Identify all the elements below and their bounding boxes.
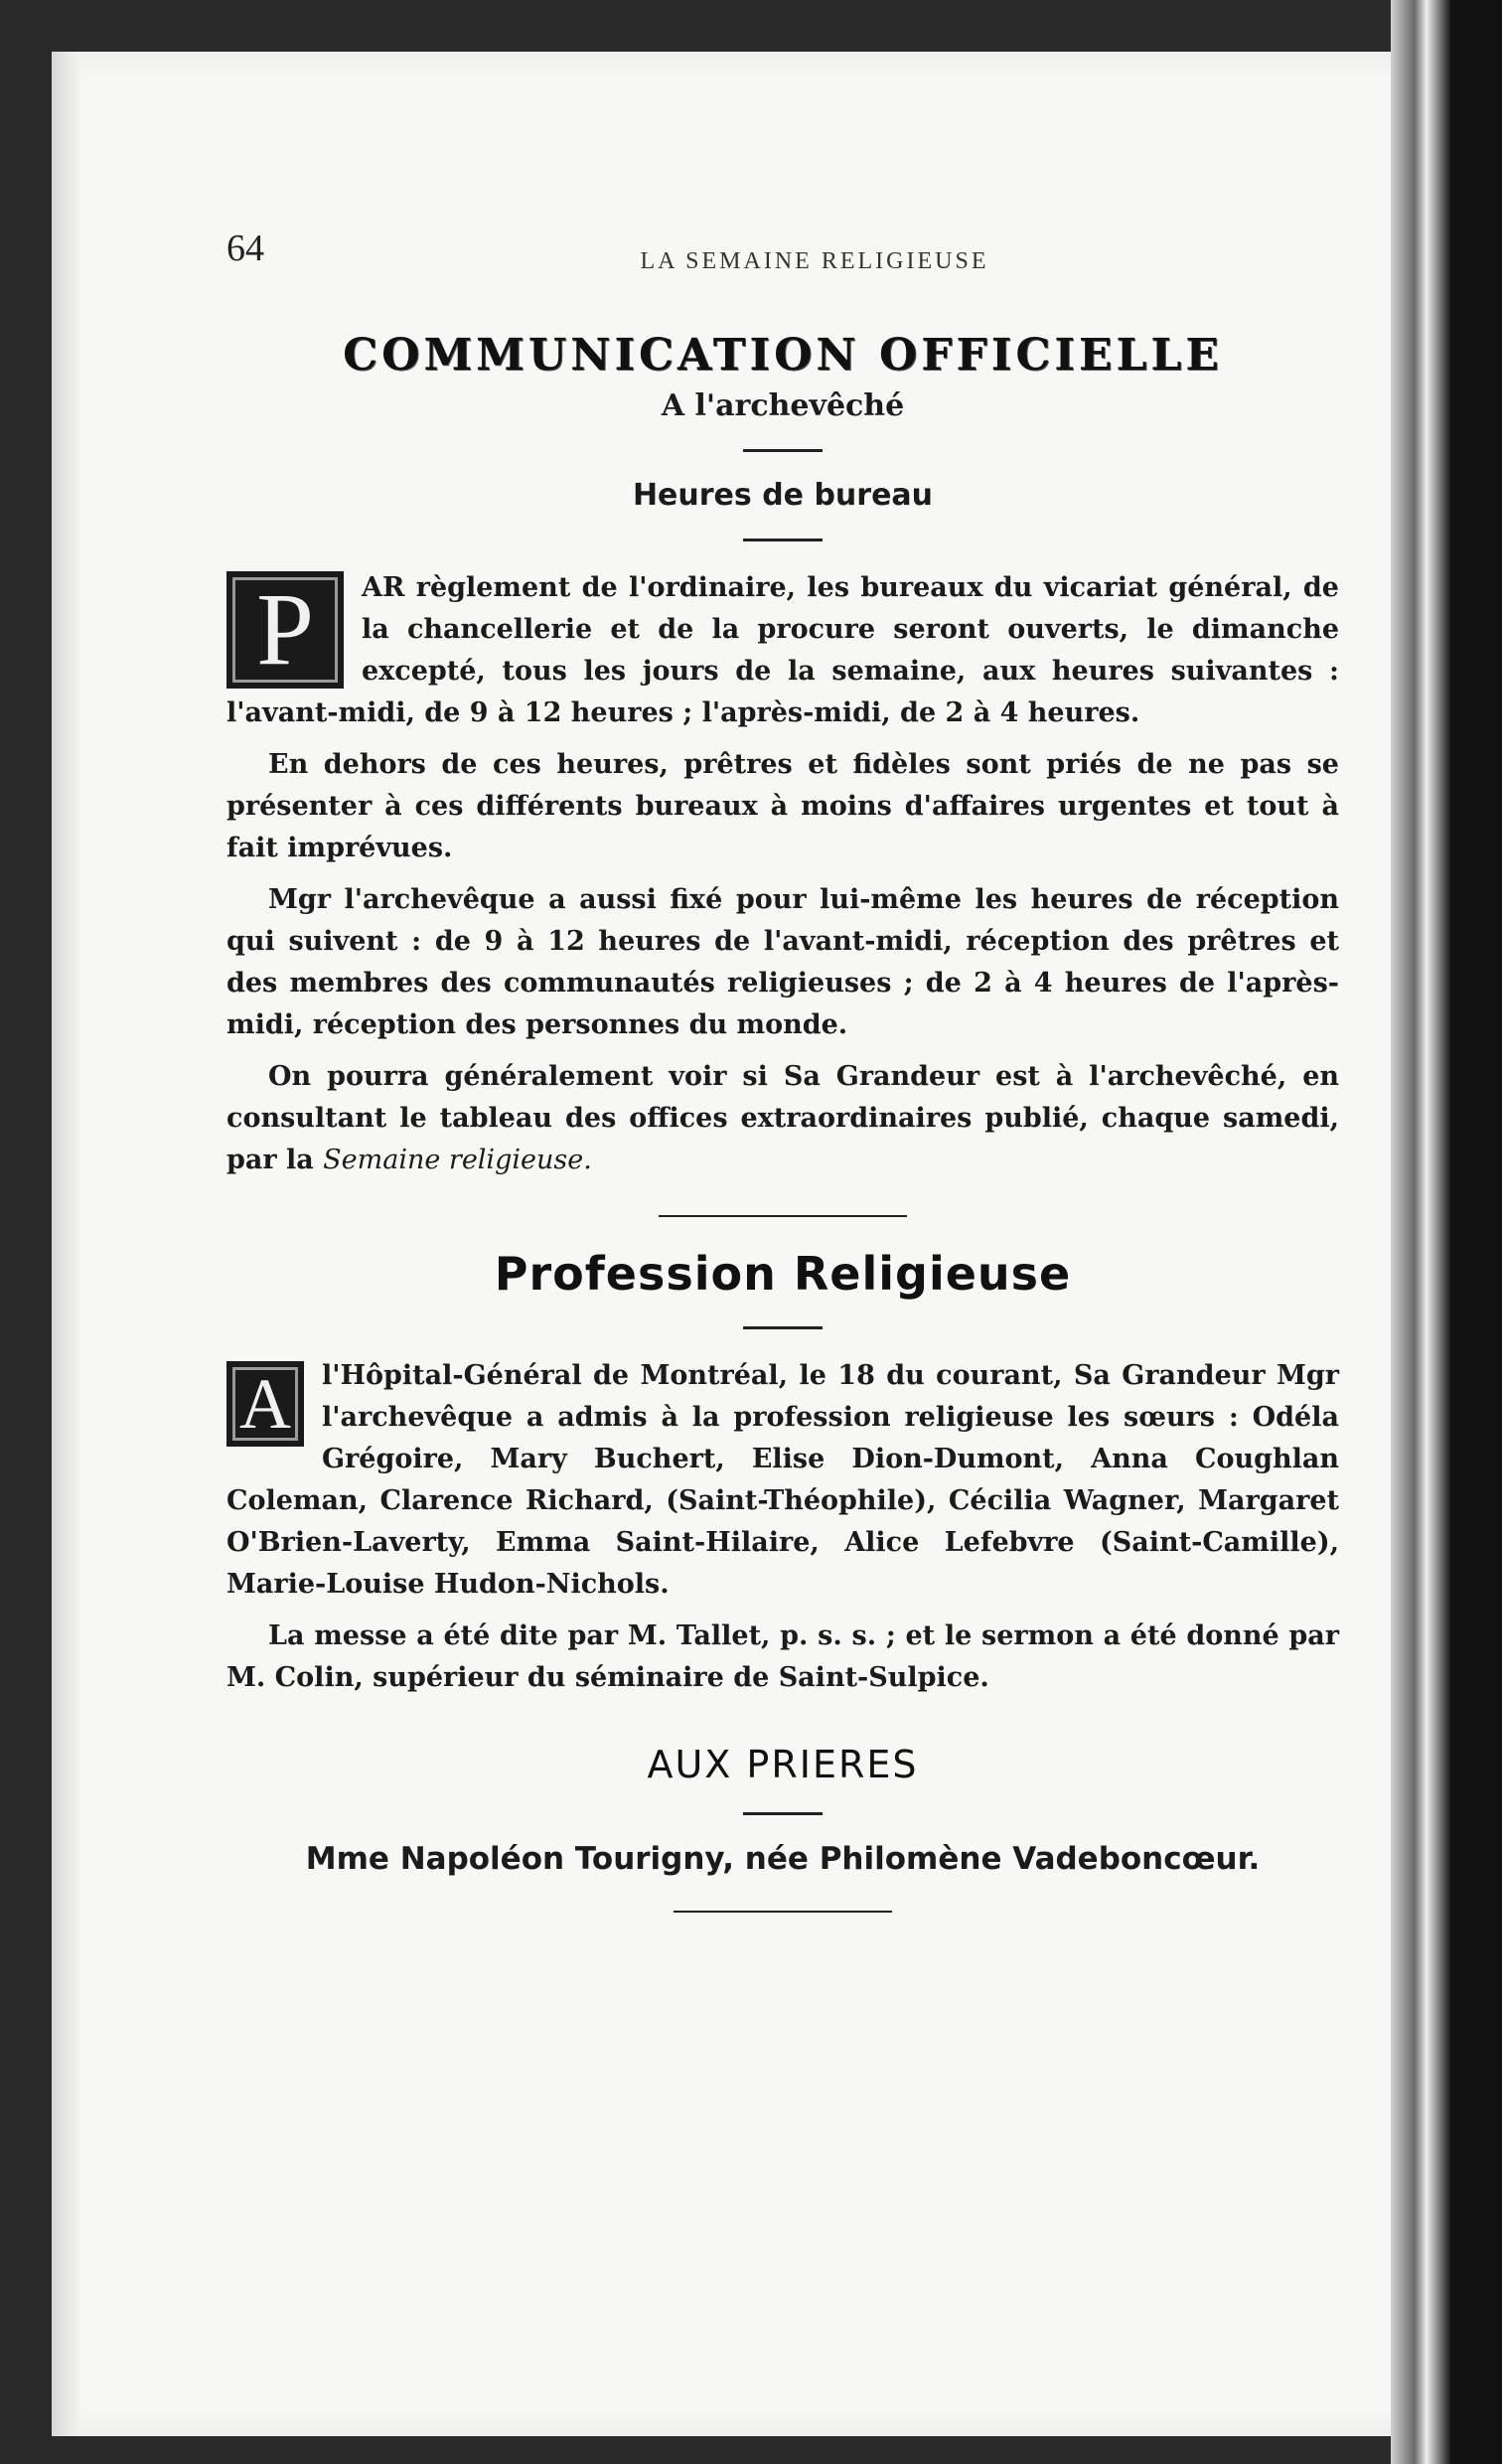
drop-cap-a: A: [226, 1361, 304, 1447]
section-subtitle-archeveche: A l'archevêché: [661, 388, 905, 423]
divider: [659, 1215, 907, 1217]
page-edge-shadow: [52, 52, 79, 2436]
paragraph-profession: [226, 1355, 1339, 1606]
scan-border: [1450, 0, 1502, 2464]
page-header: [226, 227, 1343, 274]
divider: [743, 1326, 823, 1329]
heading-office-hours: Heures de bureau: [632, 478, 934, 513]
paragraph-text: l'Hôpital-Général de Montréal, le 18 du courant, Sa Grandeur Mgr l'archevêque a admis à la profession religieuse les sœurs : Odéla Grégoire, Mary Buchert, Elise Dion-Dumont, Anna Coughlan Coleman, Clarence Richard, (Saint-Théophile), Cécilia Wagner, Margaret O'Brien-Laverty, Emma Saint-Hilaire, Alice Lefebvre (Saint-Camille), Marie-Louise Hudon-Nichols.: [226, 1360, 1339, 1600]
divider: [674, 1911, 892, 1913]
divider: [743, 1812, 823, 1815]
divider: [743, 449, 823, 452]
paragraph-consult-schedule: On pourra généralement voir si Sa Grandeur est à l'archevêché, en consultant le tableau des offices extraordinaires publié, chaque samedi, par la Semaine religieuse.: [226, 1061, 1339, 1175]
paragraph-mass: La messe a été dite par M. Tallet, p. s. s. ; et le sermon a été donné par M. Colin, supérieur du séminaire de Saint-Sulpice.: [226, 1620, 1339, 1693]
publication-title: Semaine religieuse.: [323, 1145, 592, 1175]
paragraph-text: AR règlement de l'ordinaire, les bureaux du vicariat général, de la chancellerie et de la procure seront ouverts, le dimanche excepté, tous les jours de la semaine, aux heures suivantes : l'avant-midi, de 9 à 12 heures ; l'après-midi, de 2 à 4 heures.: [226, 572, 1339, 728]
binding-shadow: [1391, 0, 1450, 2464]
divider: [743, 539, 823, 541]
section-title-prieres: AUX PRIERES: [647, 1743, 919, 1786]
page: [52, 52, 1462, 2436]
section-title-communication: COMMUNICATION OFFICIELLE: [343, 330, 1223, 381]
page-number: 64: [226, 228, 264, 269]
drop-cap-p: P: [226, 571, 344, 689]
paragraph-office-hours: [226, 567, 1339, 734]
paragraph-reception-hours: Mgr l'archevêque a aussi fixé pour lui-même les heures de réception qui suivent : de 9 à 12 heures de l'avant-midi, réception des prêtres et des membres des communautés religieuses ; de 2 à 4 heures de l'après-midi, réception des personnes du monde.: [226, 884, 1339, 1040]
page-content: [226, 318, 1339, 1946]
paragraph-outside-hours: En dehors de ces heures, prêtres et fidèles sont priés de ne pas se présenter à ces différents bureaux à moins d'affaires urgentes et tout à fait imprévues.: [226, 749, 1339, 863]
prayer-name: Mme Napoléon Tourigny, née Philomène Vadeboncœur.: [305, 1841, 1261, 1877]
running-title: LA SEMAINE RELIGIEUSE: [640, 248, 989, 274]
section-title-profession: Profession Religieuse: [494, 1247, 1072, 1301]
